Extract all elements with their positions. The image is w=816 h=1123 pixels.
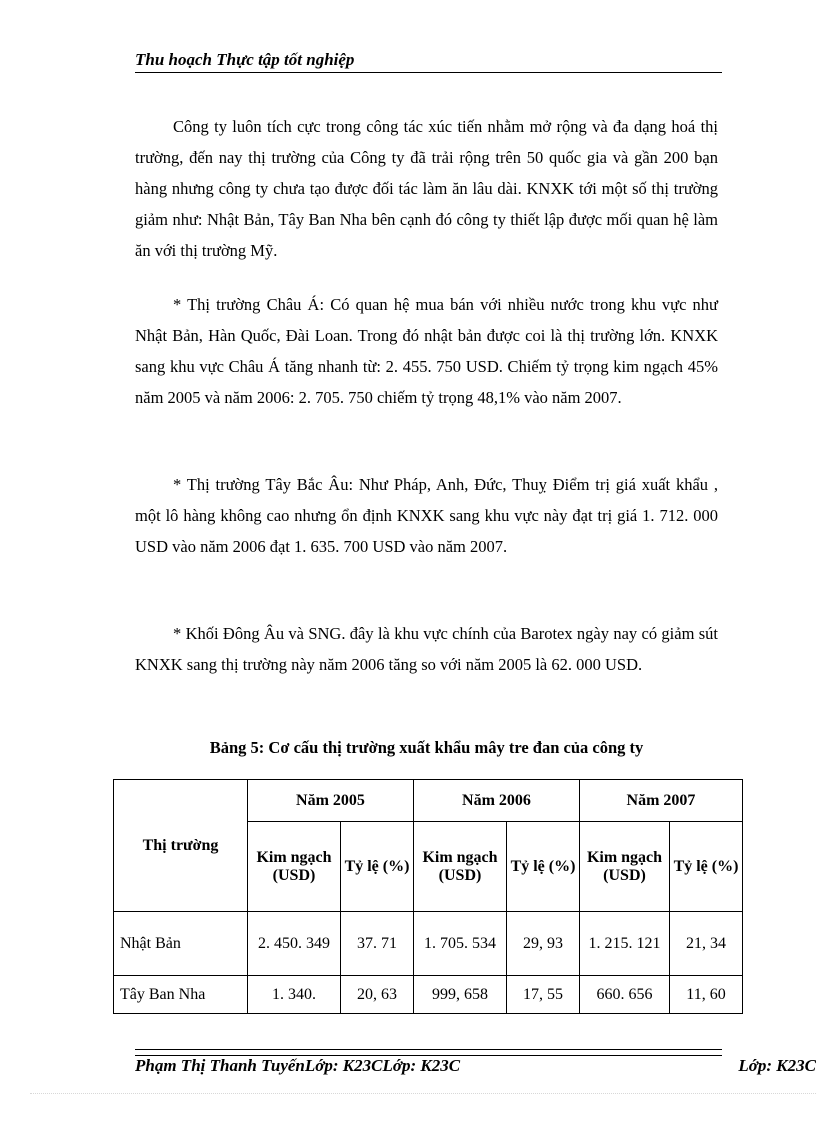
cell-turnover-2006: 1. 705. 534 bbox=[414, 912, 507, 976]
header-market: Thị trường bbox=[114, 780, 248, 912]
row-market: Tây Ban Nha bbox=[114, 976, 248, 1014]
cell-share-2005: 37. 71 bbox=[341, 912, 414, 976]
cell-turnover-2005: 1. 340. bbox=[248, 976, 341, 1014]
header-year-2006: Năm 2006 bbox=[414, 780, 580, 822]
cell-share-2007: 21, 34 bbox=[670, 912, 743, 976]
paragraph-eastern-europe-market: * Khối Đông Âu và SNG. đây là khu vực chính của Barotex ngày nay có giảm sút KNXK sang thị trường này năm 2006 tăng so với năm 2005 là 62. 000 USD. bbox=[135, 624, 718, 674]
footer-author: Phạm Thị Thanh TuyếnLớp: K23CLớp: K23C bbox=[135, 1056, 461, 1075]
table-row bbox=[114, 976, 743, 1014]
header-share-2005: Tỷ lệ (%) bbox=[341, 822, 414, 912]
cell-turnover-2007: 1. 215. 121 bbox=[580, 912, 670, 976]
header-turnover-2006: Kim ngạch (USD) bbox=[414, 822, 507, 912]
header-year-2005: Năm 2005 bbox=[248, 780, 414, 822]
row-market: Nhật Bản bbox=[114, 912, 248, 976]
page-header-title: Thu hoạch Thực tập tốt nghiệp bbox=[135, 48, 722, 73]
cell-turnover-2006: 999, 658 bbox=[414, 976, 507, 1014]
header-turnover-2005: Kim ngạch (USD) bbox=[248, 822, 341, 912]
header-share-2007: Tỷ lệ (%) bbox=[670, 822, 743, 912]
export-market-table bbox=[113, 779, 743, 1014]
header-share-2006: Tỷ lệ (%) bbox=[507, 822, 580, 912]
table-caption: Bảng 5: Cơ cấu thị trường xuất khẩu mây tre đan của công ty bbox=[209, 738, 644, 757]
paragraph-intro: Công ty luôn tích cực trong công tác xúc tiến nhằm mở rộng và đa dạng hoá thị trường, đến nay thị trường của Công ty đã trải rộng trên 50 quốc gia và gần 200 bạn hàng nhưng công ty chưa tạo được đối tác làm ăn lâu dài. KNXK tới một số thị trường giảm như: Nhật Bản, Tây Ban Nha bên cạnh đó công ty thiết lập được mối quan hệ làm ăn với thị trường Mỹ. bbox=[135, 117, 718, 260]
cell-share-2006: 29, 93 bbox=[507, 912, 580, 976]
footer-class: Lớp: K23C bbox=[738, 1056, 816, 1075]
table-row bbox=[114, 912, 743, 976]
header-year-2007: Năm 2007 bbox=[580, 780, 743, 822]
cell-share-2005: 20, 63 bbox=[341, 976, 414, 1014]
cell-share-2006: 17, 55 bbox=[507, 976, 580, 1014]
header-turnover-2007: Kim ngạch (USD) bbox=[580, 822, 670, 912]
cell-turnover-2005: 2. 450. 349 bbox=[248, 912, 341, 976]
page-bottom-border bbox=[30, 1093, 816, 1094]
paragraph-northwest-europe-market: * Thị trường Tây Bắc Âu: Như Pháp, Anh, Đức, Thuỵ Điểm trị giá xuất khẩu , một lô hàng không cao nhưng ổn định KNXK sang khu vực này đạt trị giá 1. 712. 000 USD vào năm 2006 đạt 1. 635. 700 USD vào năm 2007. bbox=[135, 475, 718, 556]
page-footer bbox=[135, 1053, 816, 1079]
cell-turnover-2007: 660. 656 bbox=[580, 976, 670, 1014]
cell-share-2007: 11, 60 bbox=[670, 976, 743, 1014]
paragraph-asia-market: * Thị trường Châu Á: Có quan hệ mua bán với nhiều nước trong khu vực như Nhật Bản, Hàn Quốc, Đài Loan. Trong đó nhật bản được coi là thị trường lớn. KNXK sang khu vực Châu Á tăng nhanh từ: 2. 455. 750 USD. Chiếm tỷ trọng kim ngạch 45% năm 2005 và năm 2006: 2. 705. 750 chiếm tỷ trọng 48,1% vào năm 2007. bbox=[135, 295, 718, 407]
